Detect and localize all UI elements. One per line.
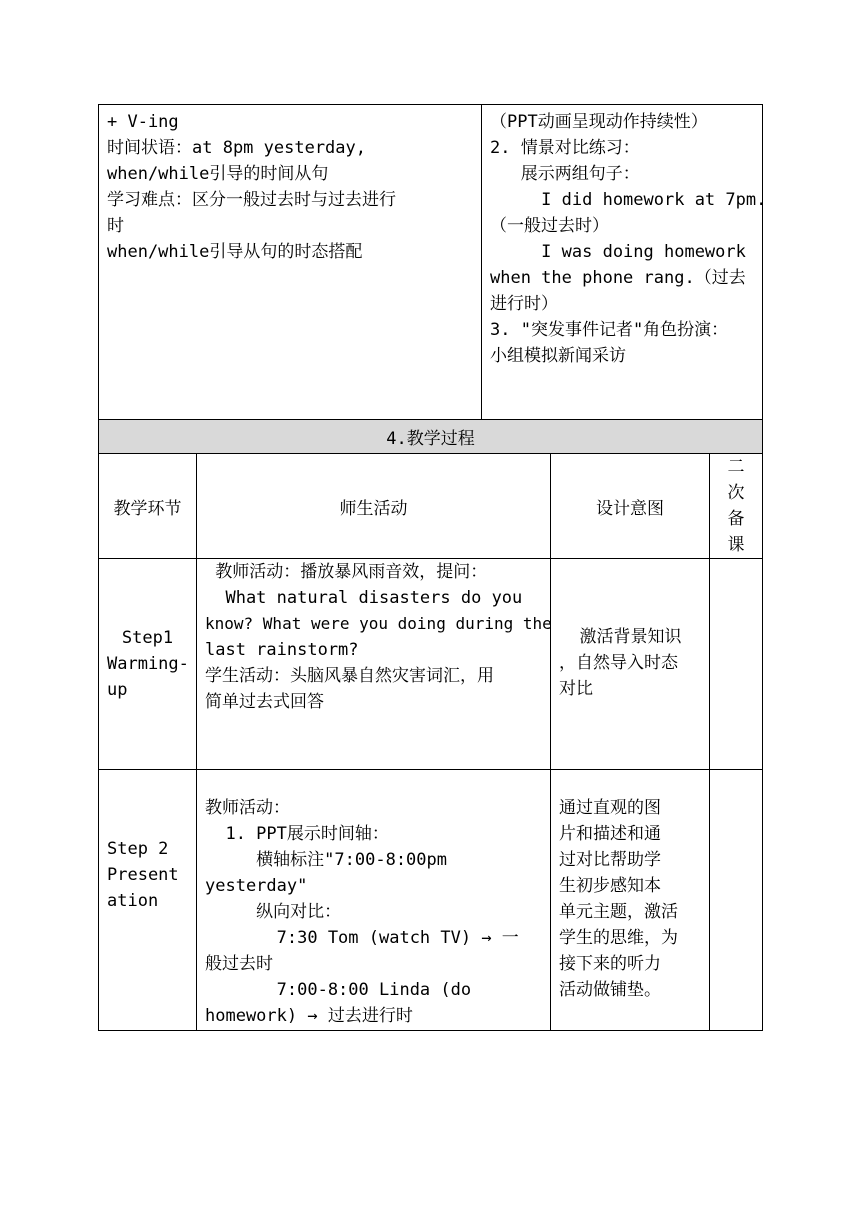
text-line: 小组模拟新闻采访 [490,346,626,366]
header-stage-label: 教学环节 [113,498,182,519]
intent-line: 单元主题，激活 [559,902,678,922]
header-intent-label: 设计意图 [596,498,664,519]
stage-line: Present [107,865,179,885]
activity-line: yesterday" [205,876,308,896]
row2-notes [709,769,763,1031]
activity-line: 简单过去式回答 [205,692,324,712]
top-right-cell [481,104,767,420]
stage-line: Step1 [121,628,174,648]
activity-line: 学生活动：头脑风暴自然灾害词汇，用 [205,666,494,686]
header-intent [550,453,710,559]
text-line: 学习难点：区分一般过去时与过去进行 [107,190,396,210]
header-stage [98,453,197,559]
activity-line: 教师活动：播放暴风雨音效，提问： [205,562,488,582]
row1-intent [550,558,710,770]
activity-line: 7:00-8:00 Linda (do [205,980,472,1000]
activity-line: 横轴标注"7:00-8:00pm [205,850,447,870]
row1-activity [196,558,551,770]
activity-line: 7:30 Tom (watch TV) → 一 [205,928,519,948]
text-line: 3. "突发事件记者"角色扮演： [490,320,729,340]
intent-line: 过对比帮助学 [559,850,661,870]
text-line: （一般过去时） [490,216,609,236]
intent-line: 活动做铺垫。 [559,980,661,1000]
section-title: 4.教学过程 [386,429,475,449]
row2-stage [98,769,197,1031]
activity-line: 纵向对比： [205,902,342,922]
intent-line: 对比 [559,679,593,699]
text-line: 时 [107,216,124,236]
text-line: when/while引导的时间从句 [107,164,329,184]
text-line: I was doing homework [490,242,746,262]
header-notes-char: 课 [727,535,745,555]
intent-line: ，自然导入时态 [559,653,678,673]
row1-stage [98,558,197,770]
activity-line: last rainstorm? [205,640,359,660]
row2-activity [196,769,551,1031]
text-line: when the phone rang.（过去 [490,268,746,288]
activity-line: know? What were you doing during the [205,614,552,633]
text-line: （PPT动画呈现动作持续性） [490,112,708,132]
stage-line: up [107,680,128,700]
header-activity-label: 师生活动 [339,498,408,519]
activity-line: 教师活动： [205,798,290,818]
intent-line: 接下来的听力 [559,954,661,974]
intent-line: 生初步感知本 [559,876,661,896]
text-line: 2. 情景对比练习： [490,138,640,158]
activity-line: What natural disasters do you [205,588,523,608]
intent-line: 激活背景知识 [559,627,682,647]
text-line: 时间状语：at 8pm yesterday, [107,138,366,158]
header-notes-char: 备 [727,509,745,529]
row2-intent [550,769,710,1031]
stage-line: Step 2 [107,839,169,859]
intent-line: 学生的思维，为 [559,928,678,948]
section-header [98,419,763,454]
table-row [107,836,188,914]
text-line: + V-ing [107,112,179,132]
row1-notes [709,558,763,770]
text-line: 展示两组句子： [490,164,640,184]
table-row [107,625,188,703]
header-activity [196,453,551,559]
intent-line: 片和描述和通 [559,824,661,844]
activity-line: homework) → 过去进行时 [205,1006,413,1026]
header-notes-char: 次 [727,483,745,503]
top-left-cell [98,104,482,420]
header-notes [709,453,763,559]
intent-line: 通过直观的图 [559,798,661,818]
activity-line: 般过去时 [205,954,273,974]
stage-line: Warming- [107,654,189,674]
text-line: when/while引导从句的时态搭配 [107,242,363,262]
header-notes-char: 二 [727,457,745,477]
activity-line: 1. PPT展示时间轴： [205,824,389,844]
text-line: I did homework at 7pm. [490,190,767,210]
text-line: 进行时） [490,294,558,314]
stage-line: ation [107,891,159,911]
